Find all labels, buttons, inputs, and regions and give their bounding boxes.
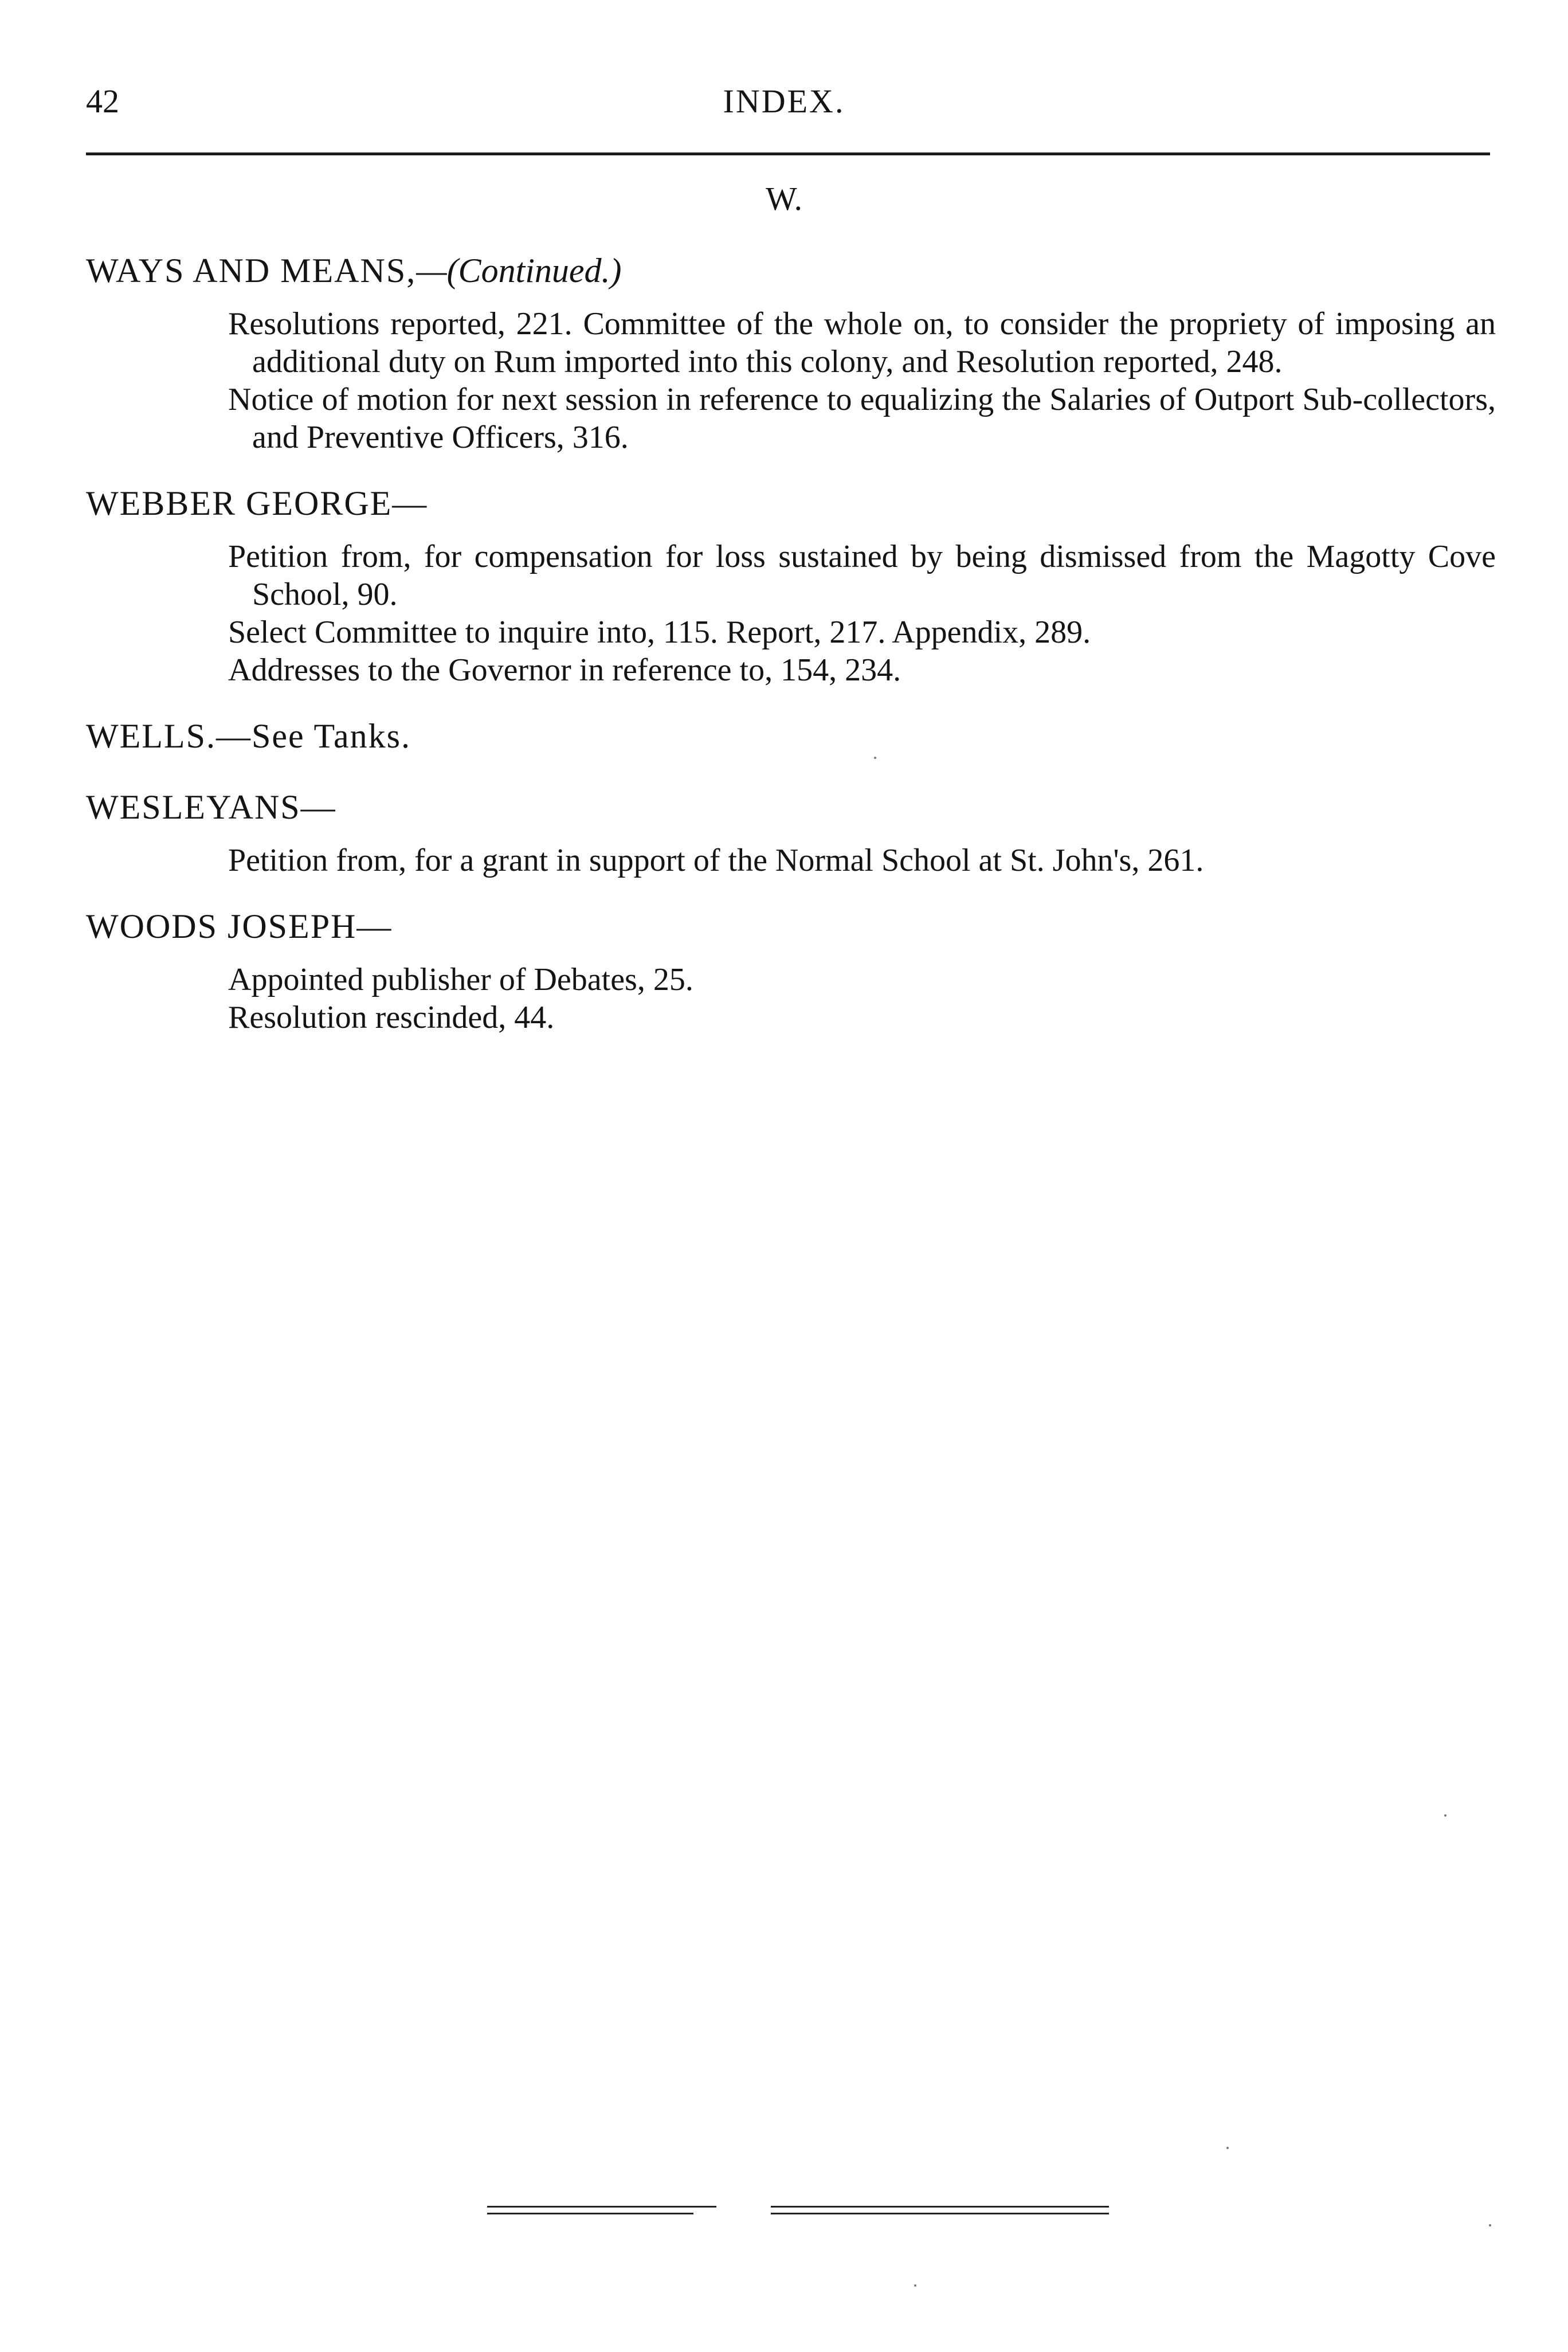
entry-heading: WELLS.—See Tanks. [86, 717, 411, 755]
entry-heading-text: WAYS AND MEANS, [86, 252, 417, 289]
index-entry-webber-george [86, 479, 1496, 689]
print-speck [874, 757, 876, 759]
closing-rule-left [487, 2206, 716, 2208]
index-entry-wesleyans [86, 783, 1496, 879]
entry-subentry: Select Committee to inquire into, 115. Report, 217. Appendix, 289. [228, 615, 1091, 650]
entry-heading: WESLEYANS— [86, 788, 336, 826]
entry-subentry: Resolutions reported, 221. Committee of the whole on, to consider the propriety of imposing an additional duty on Rum imported into this colony, and Resolution reported, 248. [228, 306, 1496, 379]
entry-continued-note: —(Continued.) [416, 252, 622, 289]
section-letter: W. [766, 180, 802, 217]
running-title: INDEX. [723, 83, 845, 120]
entry-subentry: Petition from, for a grant in support of the Normal School at St. John's, 261. [228, 843, 1204, 878]
index-entry-ways-and-means [86, 246, 1496, 456]
closing-rule-right [771, 2206, 1109, 2208]
entry-subentry: Notice of motion for next session in reference to equalizing the Salaries of Outport Sub-collectors, and Preventive Officers, 316. [228, 382, 1496, 455]
print-speck [1226, 2147, 1229, 2149]
print-speck [1489, 2224, 1491, 2226]
entry-subentry: Resolution rescinded, 44. [228, 1000, 555, 1035]
index-entry-woods-joseph [86, 902, 1496, 1036]
closing-rule-left [487, 2213, 693, 2214]
closing-rule-right [771, 2213, 1109, 2214]
index-entries [86, 246, 1496, 1036]
entry-heading: WOODS JOSEPH— [86, 907, 393, 945]
print-speck [1444, 1814, 1447, 1817]
entry-heading: WEBBER GEORGE— [86, 484, 428, 522]
index-entry-wells [86, 712, 1496, 760]
print-speck [914, 2284, 916, 2287]
entry-subentry: Addresses to the Governor in reference to, 154, 234. [228, 652, 901, 688]
page-number: 42 [86, 83, 119, 120]
entry-heading [86, 246, 1496, 295]
entry-subentry: Petition from, for compensation for loss sustained by being dismissed from the Magotty Cove School, 90. [228, 539, 1496, 612]
header-rule [86, 152, 1490, 155]
entry-subentry: Appointed publisher of Debates, 25. [228, 962, 693, 997]
